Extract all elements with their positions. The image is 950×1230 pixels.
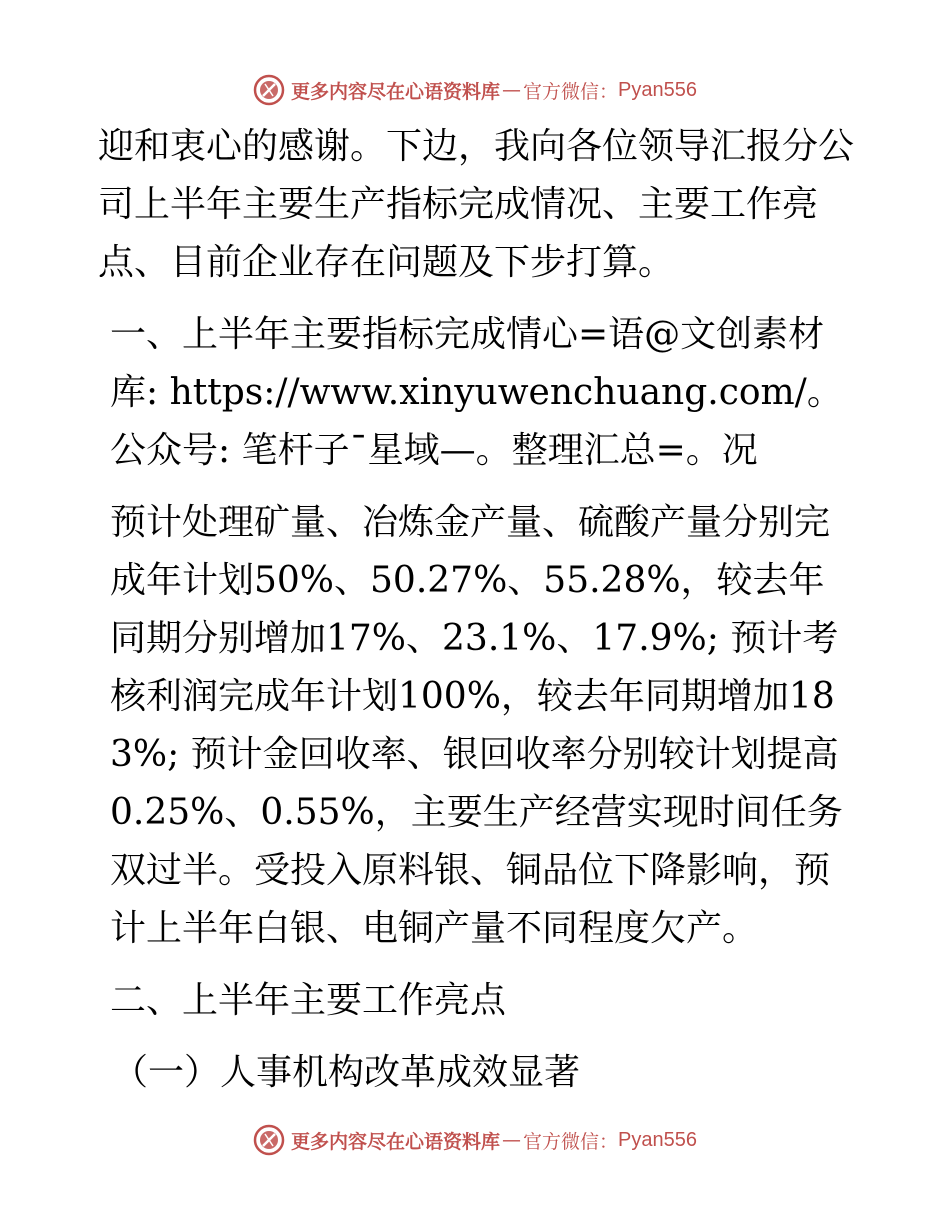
subheading-1: （一）人事机构改革成效显著: [112, 1052, 581, 1093]
section-heading-2: 二、上半年主要工作亮点: [110, 980, 507, 1021]
paragraph-intro: 迎和衷心的感谢。下边，我向各位领导汇报分公司上半年主要生产指标完成情况、主要工作亮点、目前企业存在问题及下步打算。: [98, 126, 855, 283]
header-banner: [0, 70, 950, 110]
document-body: [98, 118, 858, 1116]
section-heading-1: 一、上半年主要指标完成情心=语@文创素材库: https://www.xinyuwenchuang.com/。公众号: 笔杆子¯星域—。整理汇总=。况: [110, 314, 843, 471]
footer-wechat-id: Pyan556: [618, 1128, 697, 1151]
footer-wechat-label: 官方微信：: [523, 1130, 619, 1153]
header-site-text: 更多内容尽在心语资料库: [291, 80, 501, 103]
footer-separator: —: [502, 1129, 522, 1151]
paragraph-indicators: 预计处理矿量、冶炼金产量、硫酸产量分别完成年计划50%、50.27%、55.28%，较去年同期分别增加17%、23.1%、17.9%; 预计考核利润完成年计划100%，较去年同期增加183%; 预计金回收率、银回收率分别较计划提高0.25%、0.55%，主要生产经营实现时间任务双过半。受投入原料银、铜品位下降影响，预计上半年白银、电铜产量不同程度欠产。: [110, 502, 843, 949]
seal-logo-icon: [253, 74, 285, 106]
header-wechat-id: Pyan556: [618, 78, 697, 101]
footer-site-text: 更多内容尽在心语资料库: [291, 1130, 501, 1153]
footer-banner: [0, 1120, 950, 1160]
header-wechat-label: 官方微信：: [523, 80, 619, 103]
seal-logo-icon: [253, 1124, 285, 1156]
header-separator: —: [502, 79, 522, 101]
